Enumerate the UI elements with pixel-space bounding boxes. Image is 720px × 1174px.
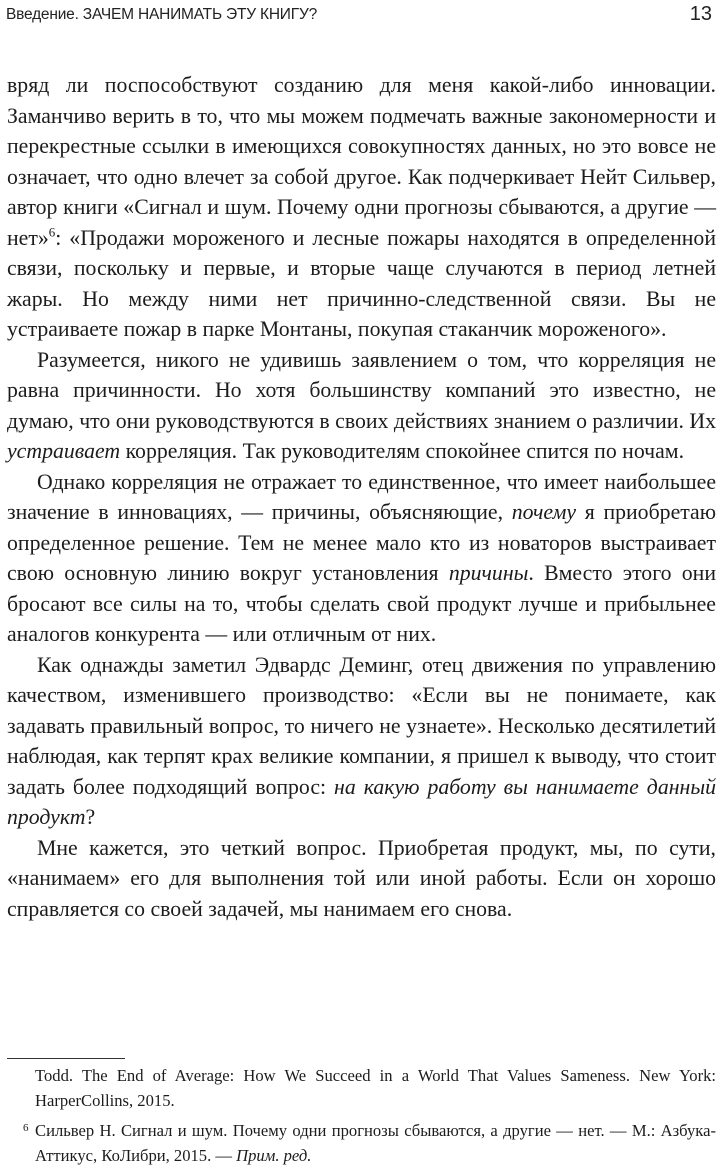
emphasis-text: на какую работу вы нанимаете данный продукт [7, 774, 716, 829]
paragraph-2-tail: корреляция. Так руководителям спокойнее спится по ночам. [120, 439, 685, 463]
paragraph-3 [7, 467, 716, 650]
paragraph-4-text: Как однажды заметил Эдвардс Деминг, отец движения по управлению качеством, изменившего производство: «Если вы не понимаете, как задавать правильный вопрос, то ничего не узнаете». Несколько десятилетий наблюдая, как терпят крах великие компании, я пришел к выводу, что стоит задать более подходящий вопрос: [7, 652, 716, 799]
paragraph-2 [7, 345, 716, 467]
paragraph-1-text: вряд ли поспособствуют созданию для меня какой-либо инновации. Заманчиво верить в то, что мы можем подмечать важные закономерности и перекрестные ссылки в имеющихся совокупностях данных, но это вовсе не означает, что одно влечет за собой другое. Как подчеркивает Нейт Сильвер, автор книги «Сигнал и шум. Почему одни прогнозы сбываются, а другие — нет» [7, 73, 716, 250]
body-text [7, 70, 716, 924]
paragraph-4 [7, 650, 716, 833]
emphasis-text: причины [448, 561, 529, 585]
paragraph-3-middle: я приобретаю определенное решение. Тем не менее мало кто из новаторов выстраивает свою основную линию вокруг установления [7, 500, 716, 585]
footnote-6-text: Сильвер Н. Сигнал и шум. Почему одни прогнозы сбываются, а другие — нет. — М.: Азбука-Аттикус, КоЛибри, 2015. — [35, 1121, 716, 1165]
footnote-5 [7, 1064, 716, 1113]
emphasis-text: устраивает [7, 439, 121, 463]
running-header [6, 2, 712, 28]
footnote-6-mark: 6 [23, 1122, 29, 1134]
chapter-title: Введение. ЗАЧЕМ НАНИМАТЬ ЭТУ КНИГУ? [6, 6, 318, 23]
footnote-reference[interactable]: 6 [48, 224, 56, 240]
footnote-5-text: Todd. The End of Average: How We Succeed in a World That Values Sameness. New York: HarperCollins, 2015. [35, 1066, 716, 1110]
paragraph-2-text: Разумеется, никого не удивишь заявлением о том, что корреляция не равна причинности. Но хотя большинству компаний это известно, не думаю, что они руководствуются в своих действиях знанием о различии. Их [7, 347, 716, 433]
footnotes [7, 1064, 716, 1174]
paragraph-3-text: Однако корреляция не отражает то единственное, что имеет наибольшее значение в инновациях, — причины, объясняющие, [7, 469, 716, 524]
paragraph-1-tail: : «Продажи мороженого и лесные пожары находятся в определенной связи, поскольку и первые, и вторые чаще случаются в период летней жары. Но между ними нет причинно-следственной связи. Вы не устраиваете пожар в парке Монтаны, покупая стаканчик мороженого». [7, 225, 716, 341]
footnote-6-note: Прим. ред. [236, 1145, 312, 1165]
paragraph-3-tail: . Вместо этого они бросают все силы на то, чтобы сделать свой продукт лучше и прибыльнее аналогов конкурента — или отличным от них. [7, 561, 716, 646]
paragraph-1 [7, 70, 716, 345]
emphasis-text: почему [511, 500, 577, 524]
page-number: 13 [689, 3, 712, 25]
paragraph-4-tail: ? [85, 805, 96, 829]
footnote-divider [7, 1058, 125, 1059]
paragraph-5: Мне кажется, это четкий вопрос. Приобретая продукт, мы, по сути, «нанимаем» его для выполнения той или иной работы. Если он хорошо справляется со своей задачей, мы нанимаем его снова. [7, 835, 716, 921]
footnote-6 [7, 1119, 716, 1168]
